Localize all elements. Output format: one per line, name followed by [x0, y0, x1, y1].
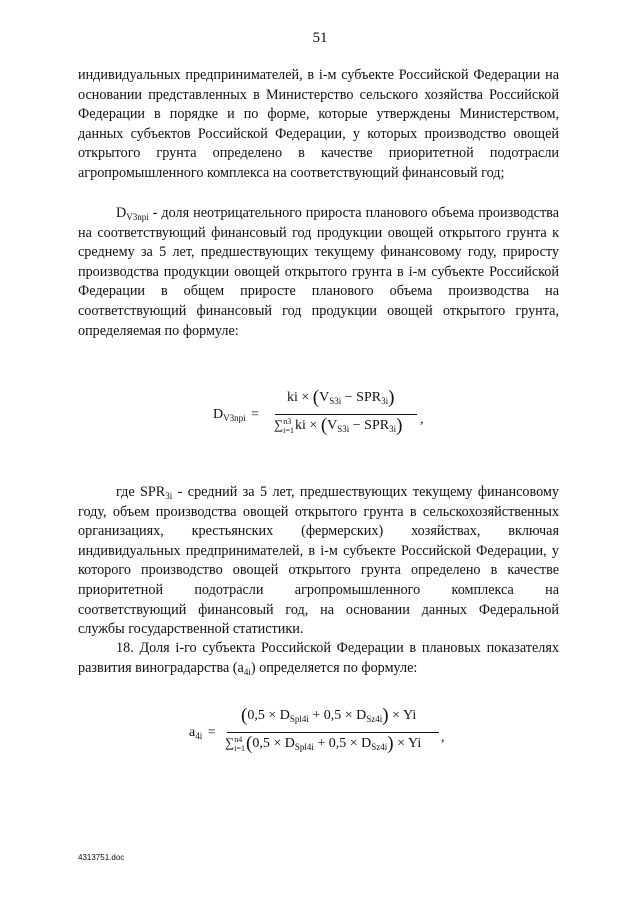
fraction-bar — [227, 732, 439, 733]
paragraph-1: индивидуальных предпринимателей, в i-м субъекте Российской Федерации на основании представленных в Министерство сельского хозяйства Российской Федерации в порядке и по форме, которые утверждены Министерством, данных субъектов Российской Федерации, у которых производство овощей открытого грунта определено в качестве приоритетной подотрасли агропромышленного комплекса на соответствующий финансовый год; — [78, 67, 559, 181]
fraction-numerator: $(0,5 \times D_{Spl4i} + 0,5 \times D_{Sz4i}) \times Yi$ — [241, 705, 417, 726]
sum-lower: i=1 — [234, 744, 246, 753]
equals-sign: = — [207, 725, 216, 740]
symbol-sub: V3npi — [126, 212, 149, 222]
fraction-numerator: ki × $(V_{S3i} - SPR_{3i})$ — [287, 387, 395, 408]
sum-upper: n4 — [234, 735, 243, 744]
equals-sign: = — [251, 407, 260, 422]
sum-sign: ∑ — [225, 735, 235, 751]
fraction-denominator: ∑ n4 i=1 $(0,5 \times D_{Spl4i} + 0,5 \times D_{Sz4i}) \times Yi$ — [225, 733, 422, 755]
definition-spr: где $SPR_{3i}$ - средний за 5 лет, предшествующих текущему финансовому году, объем производства овощей открытого грунта в сельскохозяйственных организациях, крестьянских (фермерских) хозяйствах, включая индивидуальных предпринимателей, в i-м субъекте Российской Федерации, у которого производство овощей открытого грунта определено в качестве приоритетной подотрасли агропромышленного комплекса на соответствующий финансовый год, на основании данных Федеральной службы государственной статистики. — [78, 484, 560, 638]
formula-lhs: a — [189, 725, 196, 740]
formula-comma: , — [441, 730, 445, 745]
sum-sign: ∑ — [274, 417, 284, 433]
formula-lhs-sub: 4i — [195, 731, 203, 741]
sum-upper: n3 — [283, 417, 292, 426]
formula-lhs-sub: V3npi — [223, 413, 246, 423]
footer-filename: 4313751.doc — [78, 853, 125, 862]
formula-lhs: D — [213, 407, 224, 422]
page-number: 51 — [312, 30, 328, 46]
symbol-d: D — [116, 205, 127, 221]
paragraph-continuation — [78, 66, 559, 184]
section-18: 18. Доля i-го субъекта Российской Федерации в плановых показателях развития виноградарства $(a_{4i})$ определяется по формуле: — [78, 640, 559, 677]
formula-dv3npi — [213, 388, 433, 448]
definition-text: - доля неотрицательного прироста планового объема производства на соответствующий финансовый год продукции овощей открытого грунта к среднему за 5 лет, предшествующих текущему финансовому году, приросту производства продукции овощей открытого грунта в i-м субъекте Российской Федерации в общем приросте планового объема производства на соответствующий финансовый год продукции овощей открытого грунта, определяемая по формуле: — [78, 205, 559, 339]
fraction-denominator: ∑ n3 i=1 ki × $(V_{S3i} - SPR_{3i})$ — [274, 415, 403, 437]
formula-comma: , — [420, 412, 424, 427]
formula-a4i — [189, 706, 454, 766]
definition-dv3npi — [78, 204, 559, 341]
sum-lower: i=1 — [283, 426, 295, 435]
